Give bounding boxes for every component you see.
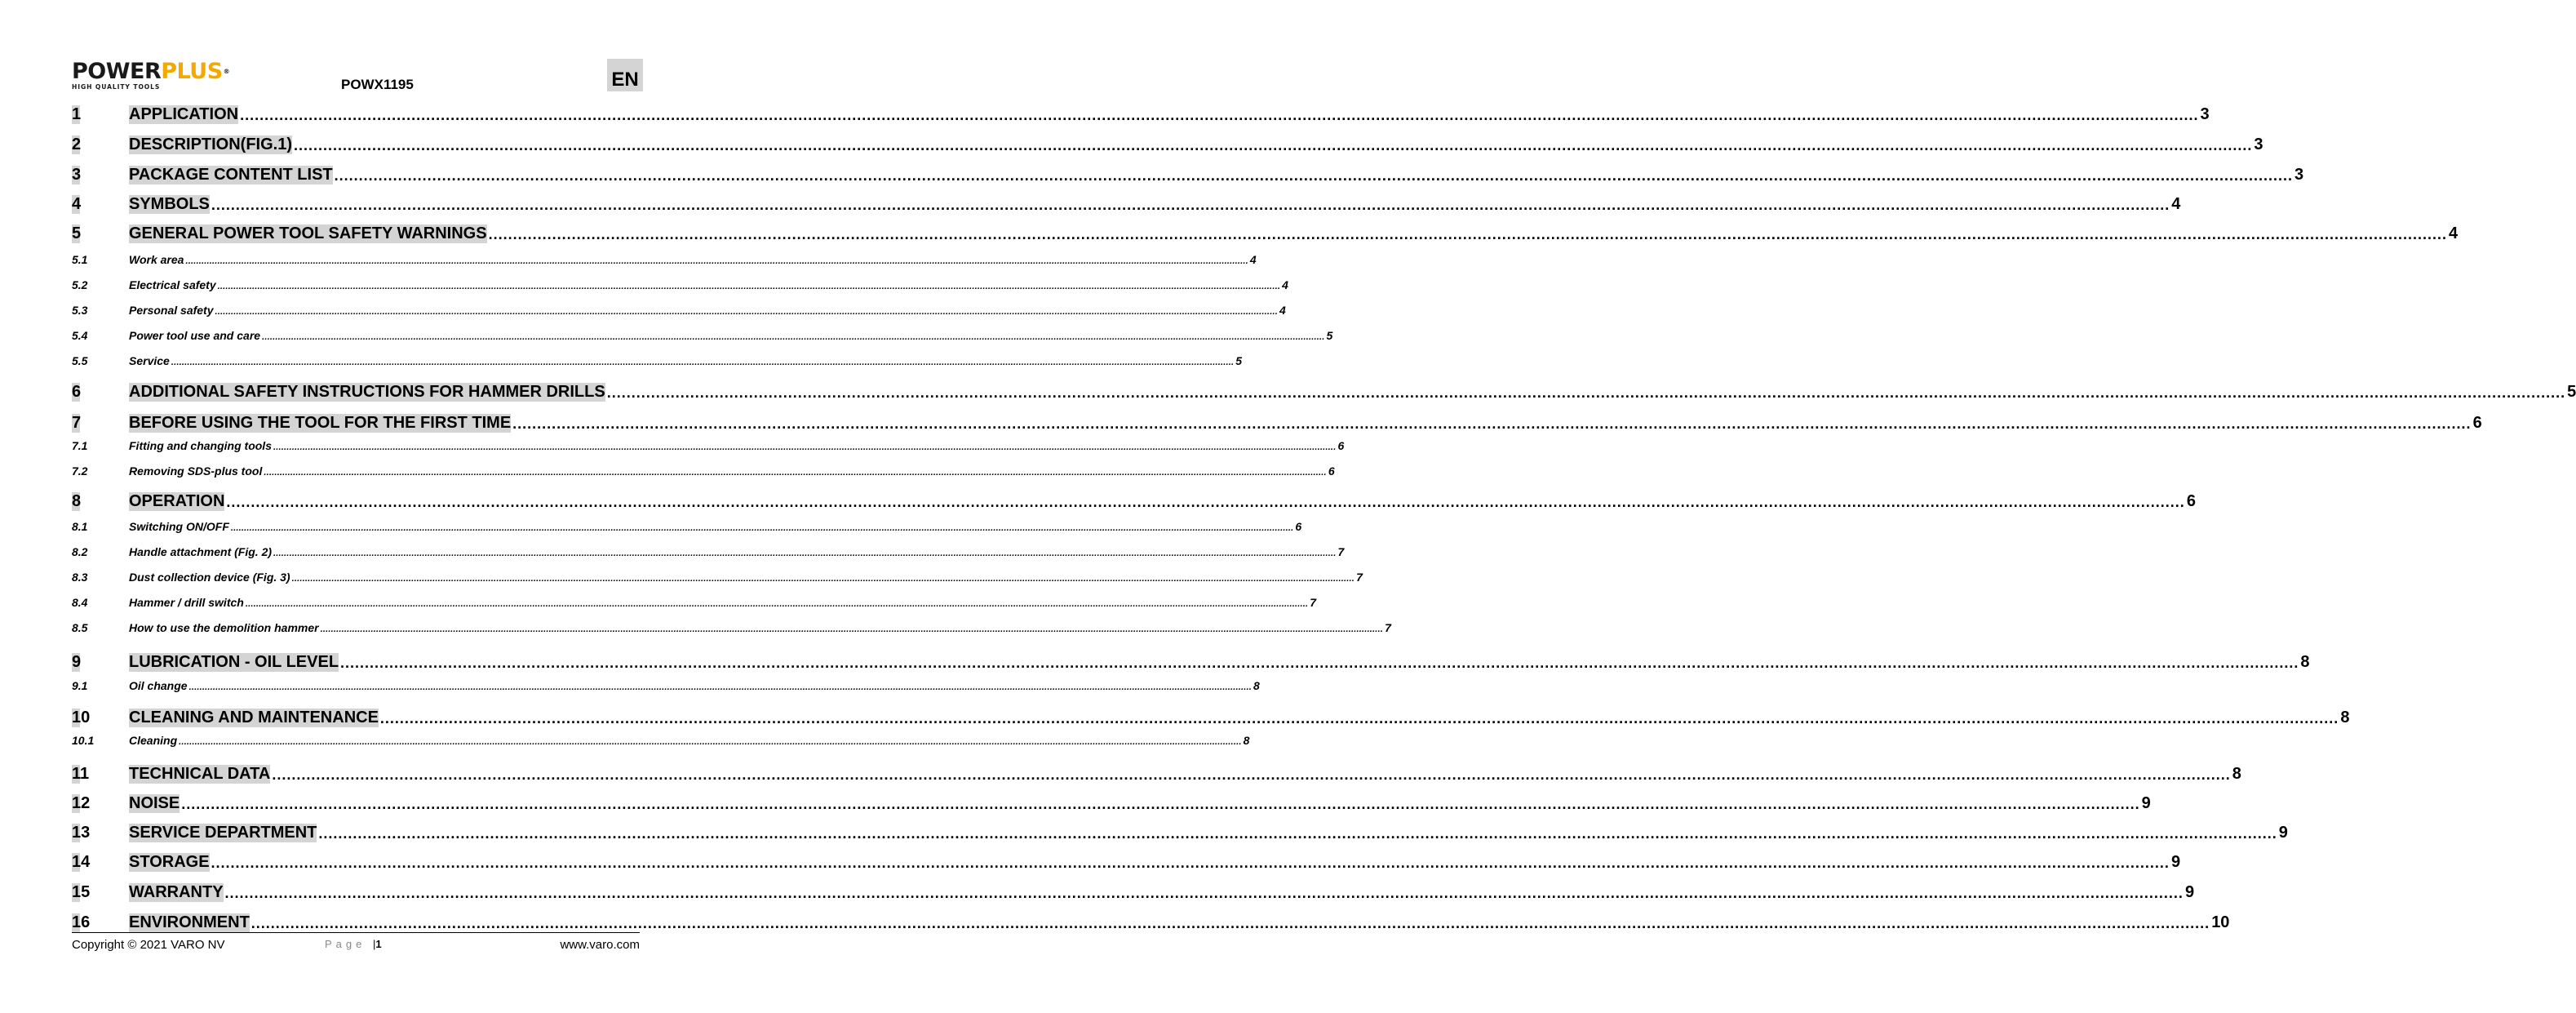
toc-page-number: 8 (1243, 734, 1250, 747)
toc-page-number: 8 (2300, 653, 2310, 671)
toc-section-row[interactable] (72, 100, 2210, 124)
toc-dot-leader: ................................................................................................................................................................................................................................................................................................................................................................................................................ (217, 282, 1281, 291)
toc-page-number: 4 (1279, 304, 1286, 317)
toc-page-number: 5 (2567, 383, 2576, 401)
toc-page-number: 3 (2254, 136, 2263, 153)
toc-number: 8.2 (72, 545, 88, 558)
toc-section-row[interactable] (72, 189, 2181, 214)
toc-title: Dust collection device (Fig. 3) (129, 571, 290, 584)
toc-number: 9.1 (72, 679, 88, 692)
toc-title: TECHNICAL DATA (129, 765, 271, 783)
toc-dot-leader: ................................................................................................................................................................................................................................................................................................................................................................................................................ (181, 796, 2140, 812)
logo-plus-text: PLUS (161, 59, 223, 84)
toc-number: 5 (72, 224, 129, 243)
toc-title: Cleaning (129, 734, 178, 747)
website-link[interactable]: www.varo.com (560, 938, 640, 952)
toc-page-number: 8 (2232, 765, 2241, 783)
toc-title: How to use the demolition hammer (129, 621, 319, 634)
toc-dot-leader: ................................................................................................................................................................................................................................................................................................................................................................................................................ (262, 332, 1325, 342)
toc-number: 13 (72, 824, 129, 842)
toc-title: SERVICE DEPARTMENT (129, 824, 317, 842)
toc-title: Hammer / drill switch (129, 596, 244, 609)
toc-number: 8 (72, 492, 129, 511)
page-number: 1 (375, 938, 382, 950)
toc-dot-leader: ................................................................................................................................................................................................................................................................................................................................................................................................................ (171, 358, 1235, 367)
toc-page-number: 6 (1295, 520, 1302, 533)
toc-dot-leader: ................................................................................................................................................................................................................................................................................................................................................................................................................ (606, 384, 2566, 401)
toc-number: 8.3 (72, 571, 88, 584)
toc-number: 8.4 (72, 596, 88, 609)
toc-page-number: 3 (2294, 166, 2304, 184)
toc-number: 3 (72, 166, 129, 184)
toc-section-row[interactable] (72, 847, 2181, 872)
toc-title: Power tool use and care (129, 329, 261, 342)
toc-page-number: 9 (2170, 853, 2181, 871)
toc-page-number: 5 (1326, 329, 1333, 342)
toc-dot-leader: ................................................................................................................................................................................................................................................................................................................................................................................................................ (251, 915, 2210, 931)
toc-dot-leader: ................................................................................................................................................................................................................................................................................................................................................................................................................ (273, 442, 1337, 452)
toc-title: STORAGE (129, 853, 210, 871)
toc-number: 7.2 (72, 464, 88, 478)
toc-number: 15 (72, 883, 129, 902)
model-number: POWX1195 (341, 77, 414, 92)
toc-section-row[interactable] (72, 160, 2304, 184)
toc-title: Removing SDS-plus tool (129, 464, 263, 478)
page-label: Page (325, 938, 366, 950)
toc-dot-leader: ................................................................................................................................................................................................................................................................................................................................................................................................................ (179, 737, 1242, 747)
toc-subsection-row[interactable] (72, 300, 1286, 317)
toc-section-row[interactable] (72, 408, 2482, 433)
toc-number: 8.5 (72, 621, 88, 634)
toc-number: 5.1 (72, 253, 88, 266)
toc-dot-leader: ................................................................................................................................................................................................................................................................................................................................................................................................................ (185, 256, 1248, 266)
toc-number: 7.1 (72, 439, 88, 452)
toc-title: Fitting and changing tools (129, 439, 272, 452)
toc-dot-leader: ................................................................................................................................................................................................................................................................................................................................................................................................................ (215, 307, 1278, 317)
toc-dot-leader: ................................................................................................................................................................................................................................................................................................................................................................................................................ (318, 825, 2277, 842)
toc-page-number: 7 (1310, 596, 1317, 609)
toc-section-row[interactable] (72, 377, 2576, 402)
toc-subsection-row[interactable] (72, 351, 1243, 367)
toc-number: 8.1 (72, 520, 88, 533)
toc-page-number: 6 (2186, 492, 2196, 510)
toc-title: OPERATION (129, 492, 225, 510)
toc-dot-leader: ................................................................................................................................................................................................................................................................................................................................................................................................................ (272, 766, 2231, 783)
toc-dot-leader: ................................................................................................................................................................................................................................................................................................................................................................................................................ (211, 855, 2170, 871)
toc-subsection-row[interactable] (72, 326, 1333, 342)
powerplus-logo (72, 60, 243, 93)
toc-title: Handle attachment (Fig. 2) (129, 545, 273, 558)
toc-dot-leader: ................................................................................................................................................................................................................................................................................................................................................................................................................ (230, 523, 1294, 533)
logo-tagline: HIGH QUALITY TOOLS (72, 83, 161, 91)
toc-title: GENERAL POWER TOOL SAFETY WARNINGS (129, 224, 487, 242)
toc-dot-leader: ................................................................................................................................................................................................................................................................................................................................................................................................................ (379, 710, 2339, 726)
toc-dot-leader: ................................................................................................................................................................................................................................................................................................................................................................................................................ (320, 624, 1384, 634)
toc-dot-leader: ................................................................................................................................................................................................................................................................................................................................................................................................................ (294, 137, 2253, 153)
toc-page-number: 6 (1328, 464, 1335, 478)
toc-page-number: 6 (1337, 439, 1345, 452)
toc-dot-leader: ................................................................................................................................................................................................................................................................................................................................................................................................................ (226, 494, 2185, 510)
toc-number: 10.1 (72, 734, 95, 747)
toc-dot-leader: ................................................................................................................................................................................................................................................................................................................................................................................................................ (291, 574, 1355, 584)
toc-section-row[interactable] (72, 908, 2230, 932)
toc-dot-leader: ................................................................................................................................................................................................................................................................................................................................................................................................................ (340, 655, 2299, 671)
toc-title: Switching ON/OFF (129, 520, 229, 533)
toc-subsection-row[interactable] (72, 593, 1317, 609)
toc-subsection-row[interactable] (72, 436, 1345, 452)
toc-number: 5.3 (72, 304, 88, 317)
toc-section-row[interactable] (72, 647, 2310, 672)
toc-section-row[interactable] (72, 818, 2288, 842)
toc-dot-leader: ................................................................................................................................................................................................................................................................................................................................................................................................................ (512, 415, 2472, 432)
page-separator: | (373, 938, 376, 950)
toc-section-row[interactable] (72, 703, 2350, 727)
toc-dot-leader: ................................................................................................................................................................................................................................................................................................................................................................................................................ (245, 599, 1309, 609)
toc-subsection-row[interactable] (72, 517, 1302, 533)
page-indicator (325, 938, 382, 950)
toc-page-number: 3 (2200, 105, 2210, 123)
language-badge: EN (607, 59, 643, 91)
toc-title: DESCRIPTION(FIG.1) (129, 136, 293, 153)
toc-number: 4 (72, 195, 129, 214)
logo-power-text: POWER (72, 59, 162, 84)
toc-subsection-row[interactable] (72, 618, 1391, 634)
toc-title: CLEANING AND MAINTENANCE (129, 709, 379, 726)
toc-title: Oil change (129, 679, 188, 692)
toc-dot-leader: ................................................................................................................................................................................................................................................................................................................................................................................................................ (188, 682, 1253, 692)
toc-page-number: 10 (2211, 913, 2230, 931)
toc-page-number: 4 (1282, 278, 1288, 291)
toc-dot-leader: ................................................................................................................................................................................................................................................................................................................................................................................................................ (224, 885, 2184, 901)
copyright-text: Copyright © 2021 VARO NV (72, 938, 225, 952)
toc-number: 12 (72, 794, 129, 813)
toc-subsection-row[interactable] (72, 542, 1345, 558)
toc-number: 5.4 (72, 329, 88, 342)
toc-page-number: 4 (2171, 195, 2181, 213)
toc-number: 7 (72, 414, 129, 433)
toc-page-number: 9 (2184, 883, 2195, 901)
toc-section-row[interactable] (72, 789, 2151, 813)
toc-section-row[interactable] (72, 759, 2241, 784)
toc-dot-leader: ................................................................................................................................................................................................................................................................................................................................................................................................................ (334, 167, 2294, 184)
toc-page-number: 6 (2472, 414, 2482, 432)
toc-section-row[interactable] (72, 219, 2459, 243)
toc-dot-leader: ................................................................................................................................................................................................................................................................................................................................................................................................................ (240, 107, 2199, 123)
toc-title: Service (129, 354, 170, 367)
toc-page-number: 4 (2448, 224, 2459, 242)
toc-title: BEFORE USING THE TOOL FOR THE FIRST TIME (129, 414, 512, 432)
toc-number: 5.5 (72, 354, 88, 367)
toc-dot-leader: ................................................................................................................................................................................................................................................................................................................................................................................................................ (273, 549, 1337, 558)
toc-page-number: 5 (1235, 354, 1243, 367)
toc-section-row[interactable] (72, 130, 2263, 154)
toc-title: WARRANTY (129, 883, 224, 901)
toc-page-number: 8 (2340, 709, 2350, 726)
toc-page-number: 7 (1337, 545, 1345, 558)
page-footer (72, 932, 640, 957)
toc-title: Personal safety (129, 304, 214, 317)
toc-title: APPLICATION (129, 105, 239, 123)
toc-section-row[interactable] (72, 487, 2196, 511)
toc-page-number: 8 (1253, 679, 1260, 692)
toc-page-number: 9 (2141, 794, 2151, 812)
toc-number: 10 (72, 709, 129, 727)
toc-page-number: 9 (2278, 824, 2288, 842)
toc-page-number: 4 (1249, 253, 1257, 266)
toc-number: 14 (72, 853, 129, 872)
toc-title: SYMBOLS (129, 195, 210, 213)
toc-subsection-row[interactable] (72, 676, 1260, 692)
toc-title: Electrical safety (129, 278, 216, 291)
toc-section-row[interactable] (72, 877, 2195, 902)
toc-dot-leader: ................................................................................................................................................................................................................................................................................................................................................................................................................ (488, 226, 2447, 242)
toc-number: 6 (72, 383, 129, 402)
toc-number: 1 (72, 105, 129, 124)
toc-title: ENVIRONMENT (129, 913, 250, 931)
toc-number: 11 (72, 765, 129, 784)
page-header (72, 59, 643, 98)
toc-subsection-row[interactable] (72, 567, 1363, 584)
toc-dot-leader: ................................................................................................................................................................................................................................................................................................................................................................................................................ (211, 197, 2170, 213)
toc-number: 5.2 (72, 278, 88, 291)
toc-dot-leader: ................................................................................................................................................................................................................................................................................................................................................................................................................ (264, 468, 1327, 478)
toc-page-number: 7 (1356, 571, 1363, 584)
toc-number: 9 (72, 653, 129, 672)
toc-title: Work area (129, 253, 184, 266)
toc-number: 16 (72, 913, 129, 932)
logo-registered-mark: ® (223, 68, 230, 75)
toc-subsection-row[interactable] (72, 731, 1250, 747)
toc-subsection-row[interactable] (72, 461, 1335, 478)
toc-title: LUBRICATION - OIL LEVEL (129, 653, 339, 671)
toc-title: ADDITIONAL SAFETY INSTRUCTIONS FOR HAMMER DRILLS (129, 383, 605, 401)
toc-page-number: 7 (1385, 621, 1391, 634)
toc-number: 2 (72, 136, 129, 154)
toc-subsection-row[interactable] (72, 275, 1288, 291)
toc-subsection-row[interactable] (72, 250, 1257, 266)
toc-title: NOISE (129, 794, 180, 812)
toc-title: PACKAGE CONTENT LIST (129, 166, 333, 184)
